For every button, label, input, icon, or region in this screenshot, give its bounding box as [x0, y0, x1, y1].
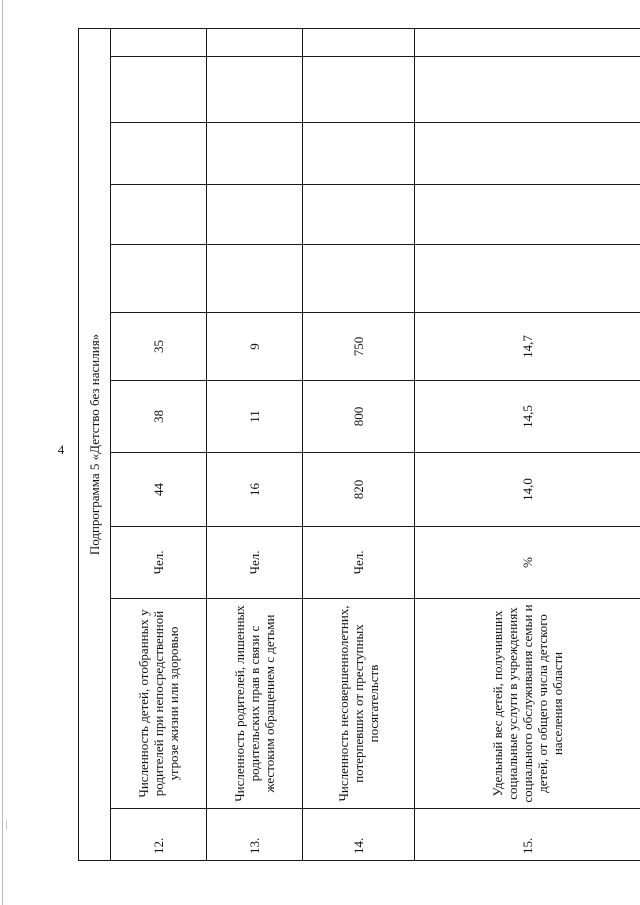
- value-cell: 800: [303, 381, 415, 453]
- empty-cell: [303, 123, 415, 185]
- value-cell: 14,5: [415, 381, 640, 453]
- empty-cell: [415, 123, 640, 185]
- row-number: 15.: [415, 809, 640, 861]
- empty-cell: [415, 185, 640, 245]
- empty-cell: [111, 123, 207, 185]
- empty-cell: [303, 57, 415, 123]
- empty-cell: [207, 28, 303, 56]
- value-cell: 14,7: [415, 313, 640, 381]
- left-margin-line: [2, 0, 3, 905]
- empty-cell: [303, 245, 415, 313]
- empty-cell: [207, 123, 303, 185]
- empty-cell: [303, 185, 415, 245]
- row-number: 12.: [111, 809, 207, 861]
- indicator-name: Численность детей, отобранных у родителей при непосредственной угрозе жизни или здоровью: [111, 599, 207, 809]
- empty-cell: [111, 185, 207, 245]
- unit-cell: %: [415, 527, 640, 599]
- table-row: [415, 28, 640, 860]
- indicators-table: [78, 28, 640, 861]
- row-number: 13.: [207, 809, 303, 861]
- value-cell: 38: [111, 381, 207, 453]
- table-row: [207, 28, 303, 860]
- empty-cell: [303, 28, 415, 56]
- value-cell: 750: [303, 313, 415, 381]
- empty-cell: [111, 57, 207, 123]
- empty-cell: [415, 28, 640, 56]
- value-cell: 11: [207, 381, 303, 453]
- subprogram-row: [79, 28, 111, 860]
- table-row: [303, 28, 415, 860]
- indicator-name: Численность родителей, лишенных родительских прав в связи с жестоким обращением с детьми: [207, 599, 303, 809]
- unit-cell: Чел.: [207, 527, 303, 599]
- empty-cell: [207, 185, 303, 245]
- empty-cell: [111, 245, 207, 313]
- value-cell: 16: [207, 453, 303, 527]
- value-cell: 44: [111, 453, 207, 527]
- indicator-name: Удельный вес детей, получивших социальные услуги в учреждениях социального обслуживания семьи и детей, от общего числа детского населения области: [415, 599, 640, 809]
- value-cell: 820: [303, 453, 415, 527]
- indicators-table-rotated: [78, 29, 640, 861]
- value-cell: 14,0: [415, 453, 640, 527]
- table-row: [111, 28, 207, 860]
- empty-cell: [415, 57, 640, 123]
- page-number: 4: [57, 442, 65, 457]
- indicator-name: Численность несовершеннолетних, потерпевших от преступных посягательств: [303, 599, 415, 809]
- unit-cell: Чел.: [111, 527, 207, 599]
- value-cell: 9: [207, 313, 303, 381]
- empty-cell: [207, 245, 303, 313]
- empty-cell: [111, 28, 207, 56]
- empty-cell: [207, 57, 303, 123]
- empty-cell: [415, 245, 640, 313]
- subprogram-title: Подпрограмма 5 «Детство без насилия»: [79, 28, 111, 860]
- scan-mark: [6, 820, 7, 830]
- row-number: 14.: [303, 809, 415, 861]
- unit-cell: Чел.: [303, 527, 415, 599]
- value-cell: 35: [111, 313, 207, 381]
